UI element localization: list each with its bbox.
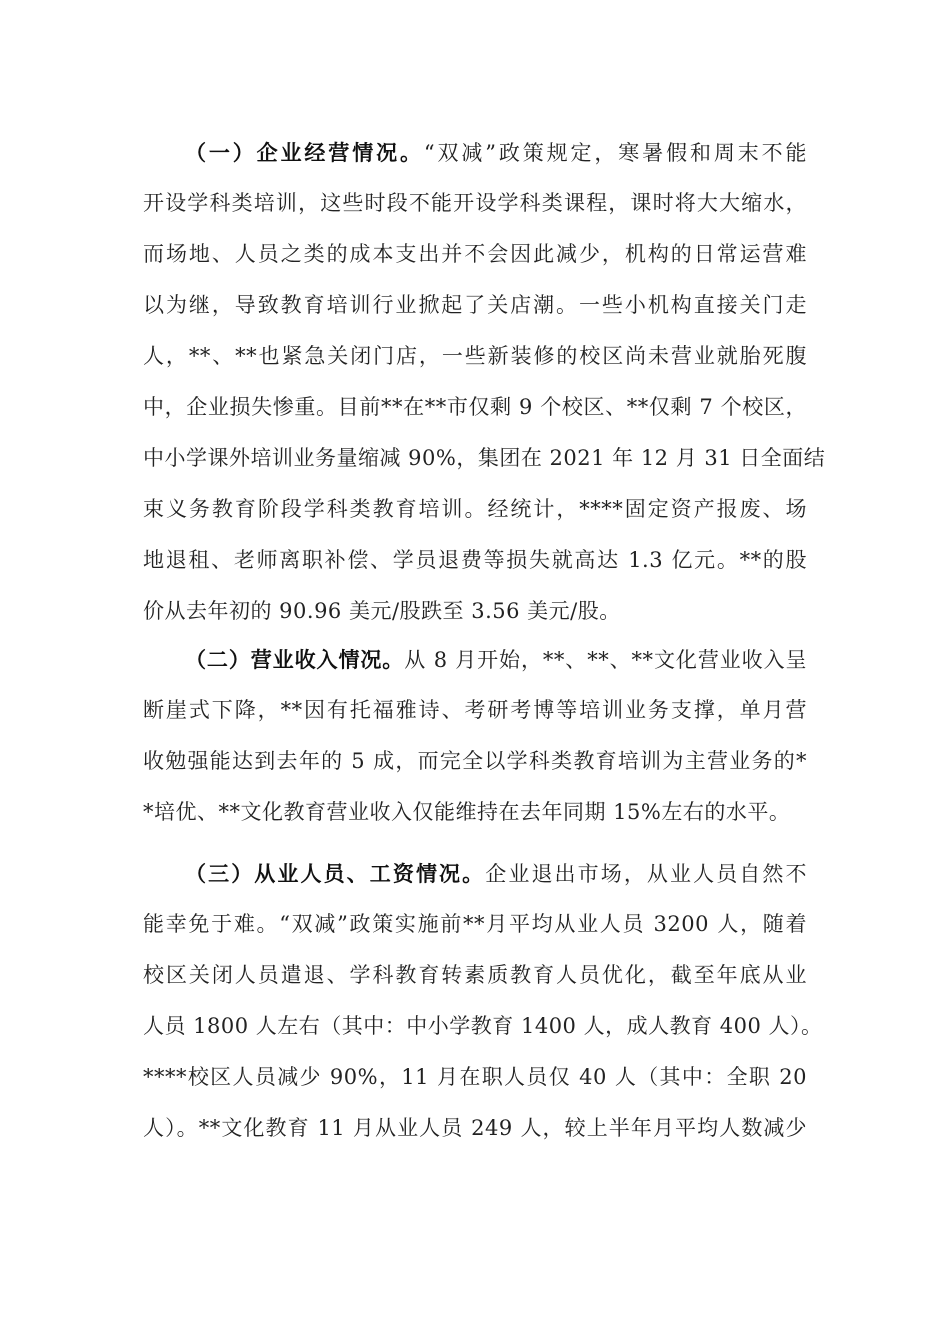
- paragraph-text: 企业退出市场，从业人员自然不: [485, 862, 807, 886]
- paragraph-revenue: [143, 634, 807, 838]
- paragraph-line: ****校区人员减少 90%，11 月在职人员仅 40 人（其中：全职 20: [143, 1065, 807, 1089]
- paragraph-line: 断崖式下降，**因有托福雅诗、考研考博等培训业务支撑，单月营: [143, 698, 807, 722]
- paragraph-line: *培优、**文化教育营业收入仅能维持在去年同期 15%左右的水平。: [143, 800, 791, 824]
- paragraph-text: “双减”政策规定，寒暑假和周末不能: [423, 141, 807, 165]
- paragraph-line: 校区关闭人员遣退、学科教育转素质教育人员优化，截至年底从业: [143, 963, 807, 987]
- paragraph-line: 能幸免于难。“双减”政策实施前**月平均从业人员 3200 人，随着: [143, 912, 807, 936]
- section-heading: （三）从业人员、工资情况。: [185, 861, 486, 886]
- paragraph-line: [143, 848, 807, 899]
- paragraph-line: 价从去年初的 90.96 美元/股跌至 3.56 美元/股。: [143, 599, 621, 623]
- paragraph-line: 地退租、老师离职补偿、学员退费等损失就高达 1.3 亿元。**的股: [143, 548, 807, 572]
- paragraph-line: 以为继，导致教育培训行业掀起了关店潮。一些小机构直接关门走: [143, 293, 807, 317]
- section-heading: （一）企业经营情况。: [185, 140, 424, 165]
- paragraph-text: 从 8 月开始，**、**、**文化营业收入呈: [404, 648, 808, 672]
- paragraph-line: [143, 634, 807, 685]
- paragraph-line: [143, 127, 807, 178]
- paragraph-line: 开设学科类培训，这些时段不能开设学科类课程，课时将大大缩水，: [143, 191, 807, 215]
- paragraph-line: 束义务教育阶段学科类教育培训。经统计，****固定资产报废、场: [143, 497, 807, 521]
- paragraph-line: 人）。**文化教育 11 月从业人员 249 人，较上半年月平均人数减少: [143, 1116, 807, 1140]
- paragraph-business-operations: [143, 127, 826, 637]
- section-heading: （二）营业收入情况。: [185, 647, 405, 672]
- paragraph-employees-wages: [143, 848, 823, 1154]
- paragraph-line: 收勉强能达到去年的 5 成，而完全以学科类教育培训为主营业务的*: [143, 749, 807, 773]
- paragraph-line: 人员 1800 人左右（其中：中小学教育 1400 人，成人教育 400 人）。: [143, 1014, 823, 1038]
- paragraph-line: 而场地、人员之类的成本支出并不会因此减少，机构的日常运营难: [143, 242, 807, 266]
- paragraph-line: 中小学课外培训业务量缩减 90%，集团在 2021 年 12 月 31 日全面结: [143, 446, 826, 470]
- paragraph-line: 人，**、**也紧急关闭门店，一些新装修的校区尚未营业就胎死腹: [143, 344, 807, 368]
- paragraph-line: 中，企业损失惨重。目前**在**市仅剩 9 个校区、**仅剩 7 个校区，: [143, 395, 807, 419]
